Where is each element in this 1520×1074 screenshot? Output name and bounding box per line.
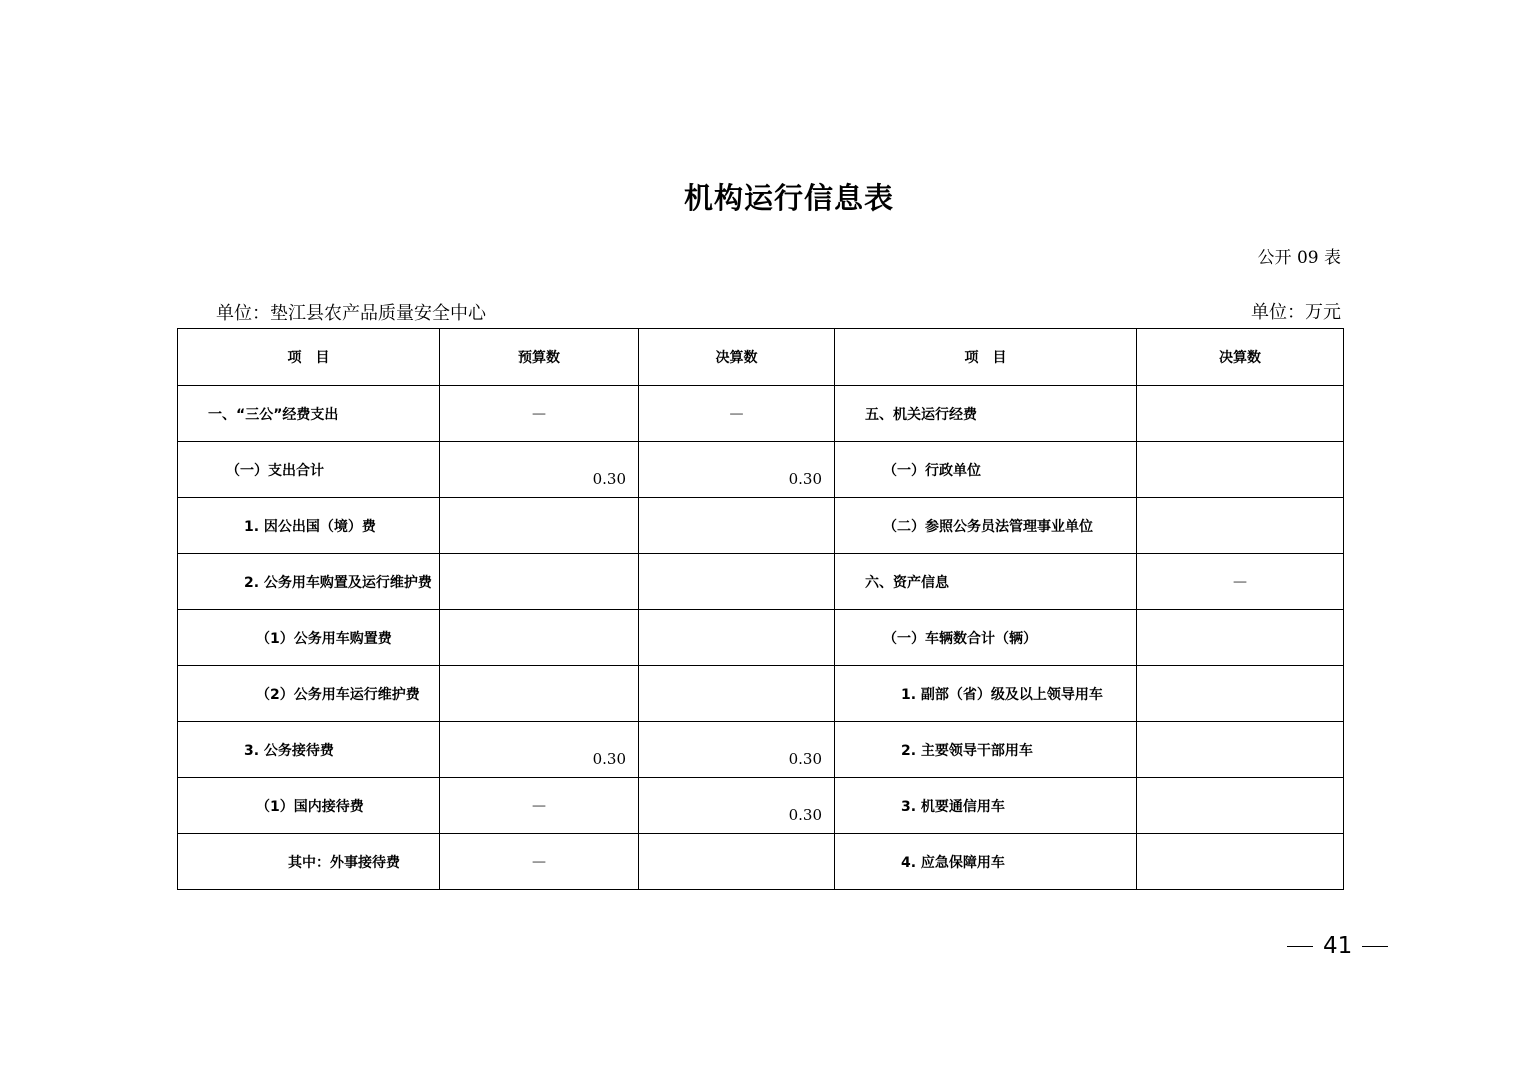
organization-unit: 单位：垫江县农产品质量安全中心 [216, 303, 486, 324]
right-value-cell [1137, 554, 1344, 610]
table-row [178, 778, 1344, 834]
budget-cell [440, 498, 639, 554]
final-cell [639, 554, 835, 610]
table-row [178, 498, 1344, 554]
budget-value: 0.30 [592, 470, 626, 488]
row-label: （1）国内接待费 [178, 778, 440, 834]
right-label: 1. 副部（省）级及以上领导用车 [835, 666, 1137, 722]
budget-value: — [532, 797, 546, 814]
final-value: 0.30 [788, 470, 822, 488]
budget-cell [440, 778, 639, 834]
right-value-cell [1137, 834, 1344, 890]
final-value: 0.30 [788, 750, 822, 768]
row-label: 一、“三公”经费支出 [178, 386, 440, 442]
right-label: 3. 机要通信用车 [835, 778, 1137, 834]
right-label: （二）参照公务员法管理事业单位 [835, 498, 1137, 554]
header-item-left: 项 目 [178, 329, 440, 386]
budget-cell [440, 834, 639, 890]
right-value-cell [1137, 778, 1344, 834]
header-item-right: 项 目 [835, 329, 1137, 386]
row-label: 1. 因公出国（境）费 [178, 498, 440, 554]
final-cell [639, 386, 835, 442]
right-label: 五、机关运行经费 [835, 386, 1137, 442]
table-row [178, 722, 1344, 778]
final-cell [639, 610, 835, 666]
right-label: 4. 应急保障用车 [835, 834, 1137, 890]
form-number: 公开 09 表 [1257, 248, 1341, 268]
right-value-cell [1137, 442, 1344, 498]
final-cell [639, 666, 835, 722]
page-title: 机构运行信息表 [683, 181, 894, 215]
final-cell [639, 498, 835, 554]
row-label: （2）公务用车运行维护费 [178, 666, 440, 722]
currency-unit: 单位：万元 [1251, 302, 1341, 323]
final-cell [639, 778, 835, 834]
institution-operation-table [177, 328, 1344, 890]
right-label: （一）行政单位 [835, 442, 1137, 498]
table-row [178, 666, 1344, 722]
header-final: 决算数 [639, 329, 835, 386]
right-value-cell [1137, 386, 1344, 442]
final-value: 0.30 [788, 806, 822, 824]
budget-cell [440, 386, 639, 442]
budget-cell [440, 554, 639, 610]
table-row [178, 554, 1344, 610]
header-final-right: 决算数 [1137, 329, 1344, 386]
row-label: （一）支出合计 [178, 442, 440, 498]
final-cell [639, 442, 835, 498]
right-value-cell [1137, 610, 1344, 666]
budget-cell [440, 442, 639, 498]
budget-value: — [532, 853, 546, 870]
budget-cell [440, 610, 639, 666]
final-cell [639, 834, 835, 890]
budget-value: — [532, 405, 546, 422]
table-row [178, 834, 1344, 890]
budget-cell [440, 722, 639, 778]
dash-right-icon [1362, 946, 1388, 947]
table-header-row [178, 329, 1344, 386]
final-cell [639, 722, 835, 778]
header-budget: 预算数 [440, 329, 639, 386]
page-number-value: 41 [1323, 933, 1353, 959]
table-row [178, 442, 1344, 498]
right-label: 六、资产信息 [835, 554, 1137, 610]
right-label: （一）车辆数合计（辆） [835, 610, 1137, 666]
right-label: 2. 主要领导干部用车 [835, 722, 1137, 778]
table-row [178, 610, 1344, 666]
right-value-cell [1137, 666, 1344, 722]
final-value: — [729, 405, 744, 422]
budget-value: 0.30 [592, 750, 626, 768]
page-number [1287, 933, 1388, 959]
budget-cell [440, 666, 639, 722]
table-row [178, 386, 1344, 442]
right-value-cell [1137, 722, 1344, 778]
right-value: — [1233, 573, 1247, 590]
right-value-cell [1137, 498, 1344, 554]
row-label: 其中：外事接待费 [178, 834, 440, 890]
dash-left-icon [1287, 946, 1313, 947]
row-label: （1）公务用车购置费 [178, 610, 440, 666]
row-label: 3. 公务接待费 [178, 722, 440, 778]
row-label: 2. 公务用车购置及运行维护费 [178, 554, 440, 610]
